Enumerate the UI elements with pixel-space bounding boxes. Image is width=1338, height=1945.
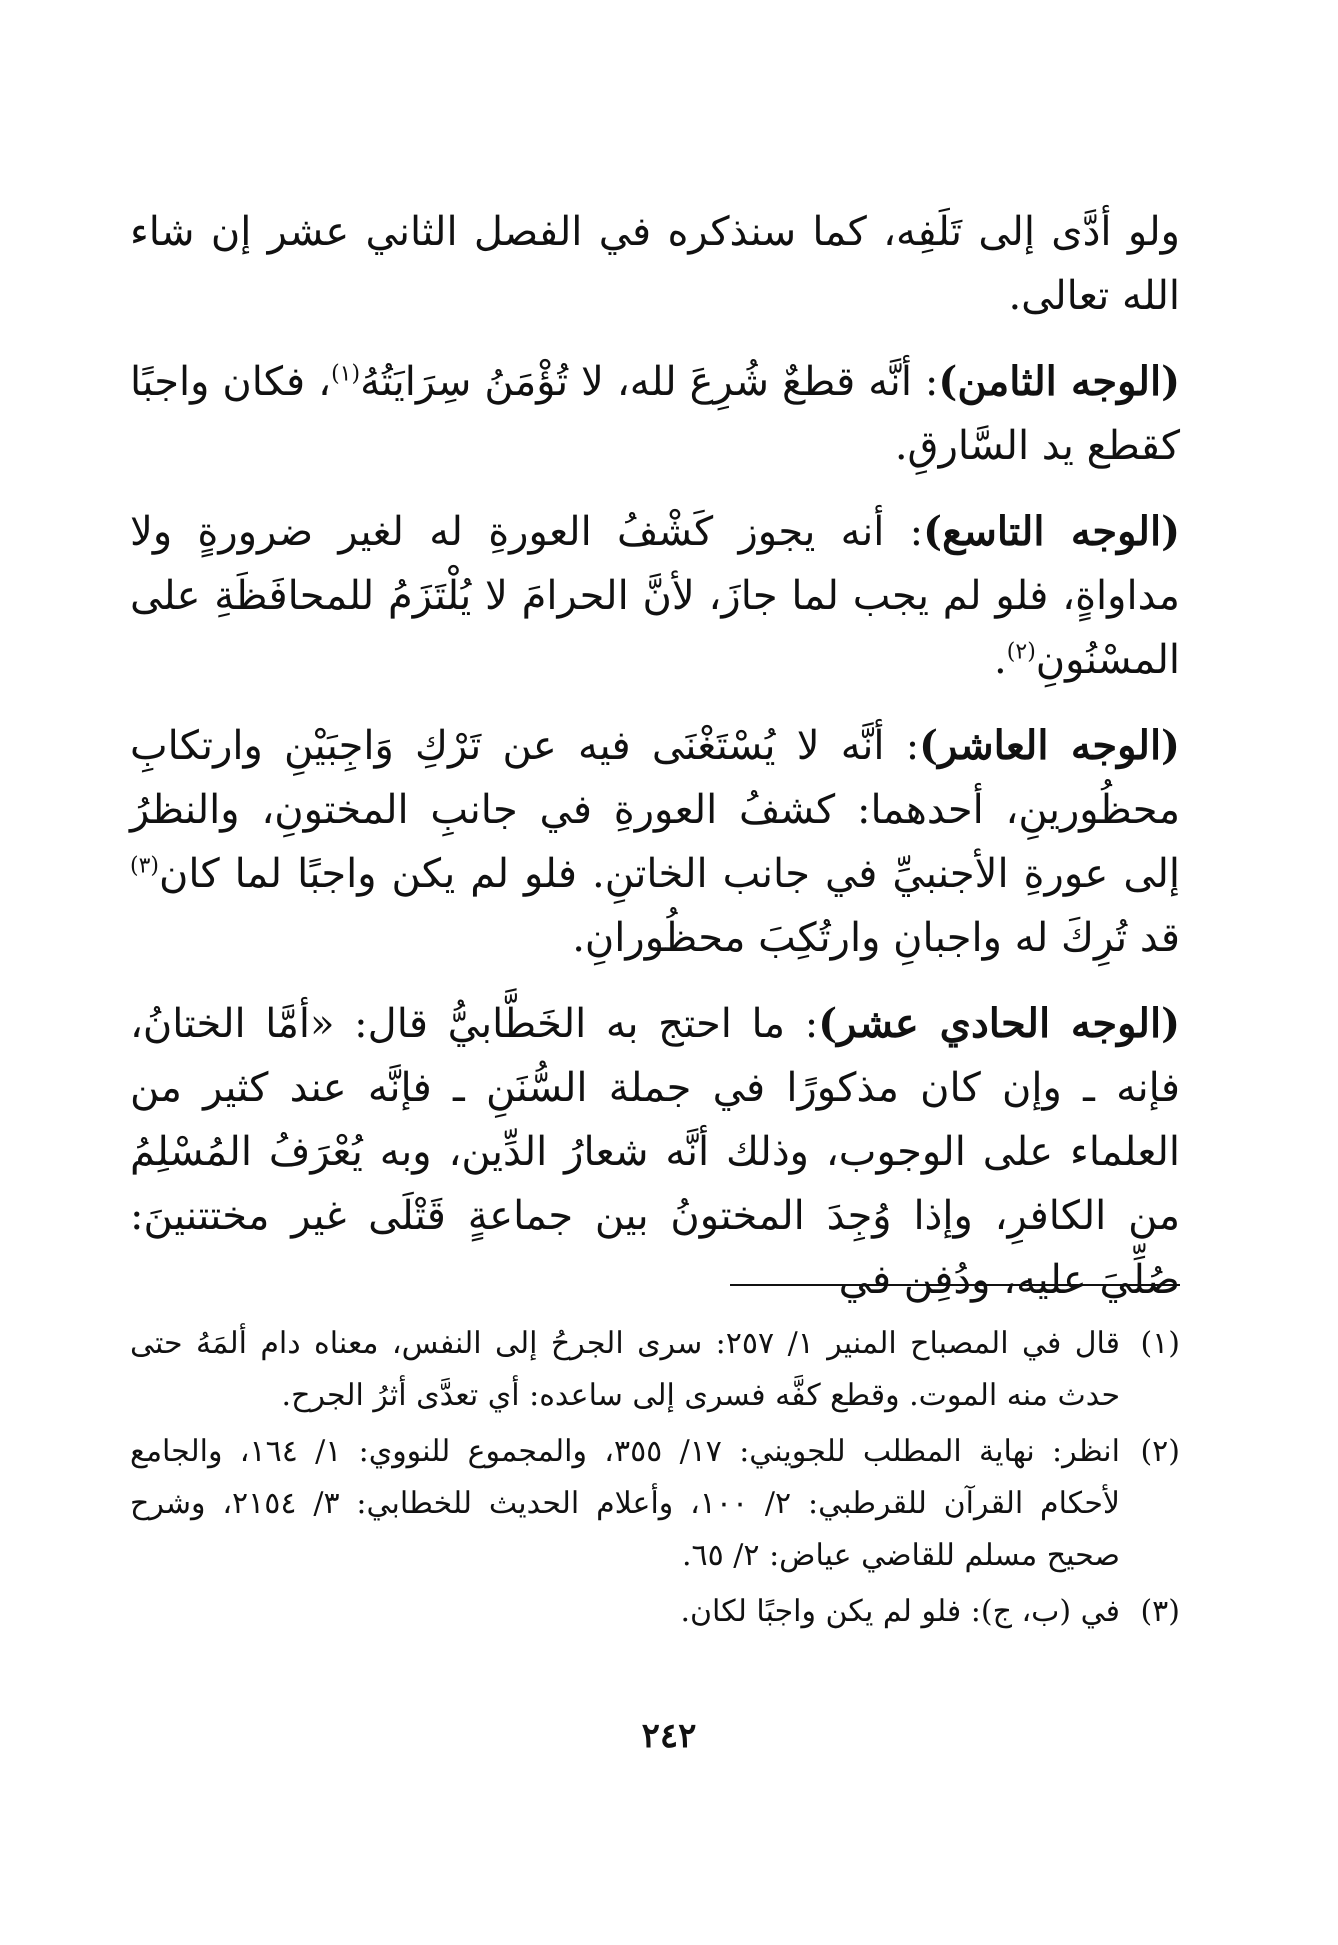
footnote-text: انظر: نهاية المطلب للجويني: ١٧/ ٣٥٥، والمجموع للنووي: ١/ ١٦٤، والجامع لأحكام القرآن للقرطبي: ٢/ ١٠٠، وأعلام الحديث للخطابي: ٣/ ٢١٥٤، وشرح صحيح مسلم للقاضي عياض: ٢/ ٦٥. [130,1434,1120,1573]
paragraph-text: : أنه يجوز كَشْفُ العورةِ له لغير ضرورةٍ ولا مداواةٍ، فلو لم يجب لما جازَ، لأنَّ الحرامَ لا يُلْتَزَمُ للمحافَظَةِ على المسْنُونِ [130,509,1180,683]
paragraph-2 [130,350,1180,478]
paragraph-text: ولو أدَّى إلى تَلَفِه، كما سنذكره في الفصل الثاني عشر إن شاء الله تعالى. [130,209,1180,319]
paragraph-5 [130,992,1180,1312]
footnote-ref[interactable]: (٢) [1006,639,1036,665]
page-body [130,200,1180,1334]
paragraph-heading: (الوجه الحادي عشر) [818,1000,1180,1047]
paragraph-heading: (الوجه العاشر) [919,722,1180,769]
paragraph-text: : أنَّه قطعٌ شُرِعَ لله، لا تُؤْمَنُ سِرَايَتُهُ [360,359,939,405]
paragraph-text: ، فكان واجبًا كقطع يد السَّارقِ. [130,359,1180,469]
footnote-1 [130,1318,1180,1422]
footnote-3 [130,1586,1180,1638]
footnote-text: في (ب، ج): فلو لم يكن واجبًا لكان. [680,1594,1120,1629]
footnote-number: (٣) [1140,1594,1180,1629]
footnote-ref[interactable]: (١) [331,361,361,387]
paragraph-heading: (الوجه الثامن) [938,358,1181,405]
main-text [130,200,1180,1312]
paragraph-4 [130,714,1180,970]
footnote-number: (١) [1140,1326,1180,1361]
paragraph-text: : أنَّه لا يُسْتَغْنَى فيه عن تَرْكِ وَاجِبَيْنِ وارتكابِ محظُورينِ، أحدهما: كشفُ العورةِ في جانبِ المختونِ، والنظرُ إلى عورةِ الأجنبيِّ في جانب الخاتنِ. فلو لم يكن واجبًا لما كان [130,723,1180,897]
footnote-ref[interactable]: (٣) [130,853,160,879]
footnotes [130,1318,1180,1642]
paragraph-text: : ما احتج به الخَطَّابيُّ قال: «أمَّا الختانُ، فإنه ـ وإن كان مذكورًا في جملة السُّنَنِ ـ فإنَّه عند كثير من العلماء على الوجوب، وذلك أنَّه شعارُ الدِّين، وبه يُعْرَفُ المُسْلِمُ من الكافرِ، وإذا وُجِدَ المختونُ بين جماعةٍ قَتْلَى غير مختتنينَ: صُلِّيَ عليه، ودُفِن في [130,1001,1180,1303]
footnote-number: (٢) [1140,1434,1180,1469]
paragraph-text: . [994,637,1007,683]
footnote-2 [130,1426,1180,1582]
paragraph-1 [130,200,1180,328]
page-number: ٢٤٢ [641,1716,697,1756]
paragraph-3 [130,500,1180,692]
paragraph-heading: (الوجه التاسع) [923,508,1180,555]
paragraph-text: قد تُرِكَ له واجبانِ وارتُكِبَ محظُورانِ. [572,915,1180,961]
footnote-divider [730,1284,1180,1286]
footnote-text: قال في المصباح المنير ١/ ٢٥٧: سرى الجرحُ إلى النفس، معناه دام ألمَهُ حتى حدث منه الموت. وقطع كفَّه فسرى إلى ساعده: أي تعدَّى أثرُ الجرح. [130,1326,1121,1413]
